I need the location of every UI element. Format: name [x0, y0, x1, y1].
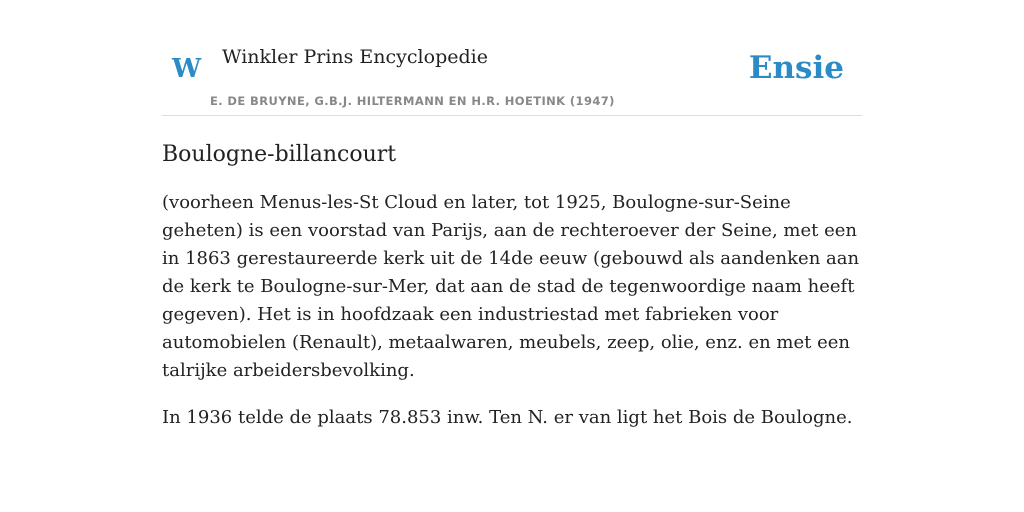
- article-paragraph: (voorheen Menus-les-St Cloud en later, tot 1925, Boulogne-sur-Seine geheten) is een voorstad van Parijs, aan de rechteroever der Seine, met een in 1863 gerestaureerde kerk uit de 14de eeuw (gebouwd als aandenken aan de kerk te Boulogne-sur-Mer, dat aan de stad de tegenwoordige naam heeft gegeven). Het is in hoofdzaak een industriestad met fabrieken voor automobielen (Renault), metaalwaren, meubels, zeep, olie, enz. en met een talrijke arbeidersbevolking.: [162, 192, 860, 381]
- article-paragraph: In 1936 telde de plaats 78.853 inw. Ten N. er van ligt het Bois de Boulogne.: [162, 407, 853, 428]
- page-container: [162, 40, 862, 432]
- ensie-logo[interactable]: Ensie: [748, 50, 844, 86]
- source-authors: E. DE BRUYNE, G.B.J. HILTERMANN EN H.R. HOETINK (1947): [210, 94, 615, 108]
- source-header: [162, 40, 862, 116]
- source-title[interactable]: Winkler Prins Encyclopedie: [222, 46, 488, 68]
- winkler-prins-logo[interactable]: W: [172, 54, 202, 84]
- entry-title: Boulogne-billancourt: [162, 142, 397, 167]
